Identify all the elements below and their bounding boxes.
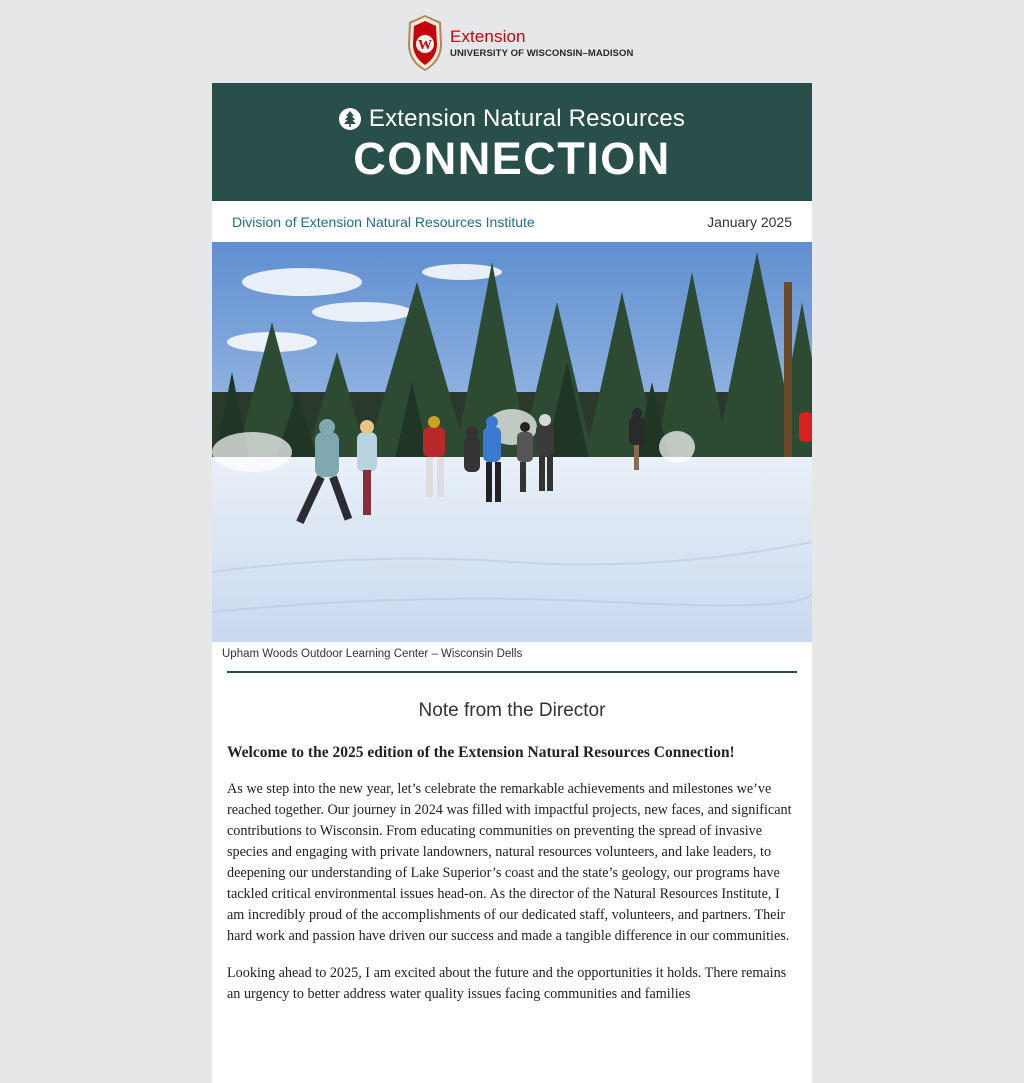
meta-row [212,201,812,242]
issue-date: January 2025 [707,213,792,230]
newsletter-body [212,83,812,1083]
article-paragraph: As we step into the new year, let’s celebrate the remarkable achievements and milestones we’ve reached together. Our journey in 2024 was filled with impactful projects, new faces, and significant contributions to Wisconsin. From educating communities on preventing the spread of invasive species and engaging with private landowners, natural resources volunteers, and lake leaders, to deepening our understanding of Lake Superior’s coast and the state’s geology, our programs have tackled critical environmental issues head-on. As the director of the Natural Resources Institute, I am incredibly proud of the accomplishments of our dedicated staff, volunteers, and partners. Their hard work and passion have driven our success and made a tangible difference in our communities. [227,781,792,944]
welcome-line: Welcome to the 2025 edition of the Extension Natural Resources Connection! [227,744,735,761]
division-link[interactable]: Division of Extension Natural Resources Institute [232,213,535,230]
article-paragraph: Looking ahead to 2025, I am excited about the future and the opportunities it holds. There remains an urgency to better address water quality issues facing communities and families [227,965,787,1002]
header-logo-bar [0,0,1024,83]
university-name: UNIVERSITY OF WISCONSIN–MADISON [450,47,634,59]
section-heading: Note from the Director [418,700,606,721]
banner-title: CONNECTION [353,133,671,184]
hero-image [212,242,812,642]
hero-caption: Upham Woods Outdoor Learning Center – Wisconsin Dells [222,648,523,660]
banner-subtitle: Extension Natural Resources [368,105,686,132]
section-divider [227,671,797,673]
tree-icon [339,108,361,130]
newsletter-banner [212,83,812,201]
crest-letter: W [418,38,432,53]
uw-crest-icon [406,14,444,72]
extension-wordmark: Extension [450,26,526,46]
article-body [212,742,812,1005]
uw-extension-logo[interactable] [406,14,633,72]
